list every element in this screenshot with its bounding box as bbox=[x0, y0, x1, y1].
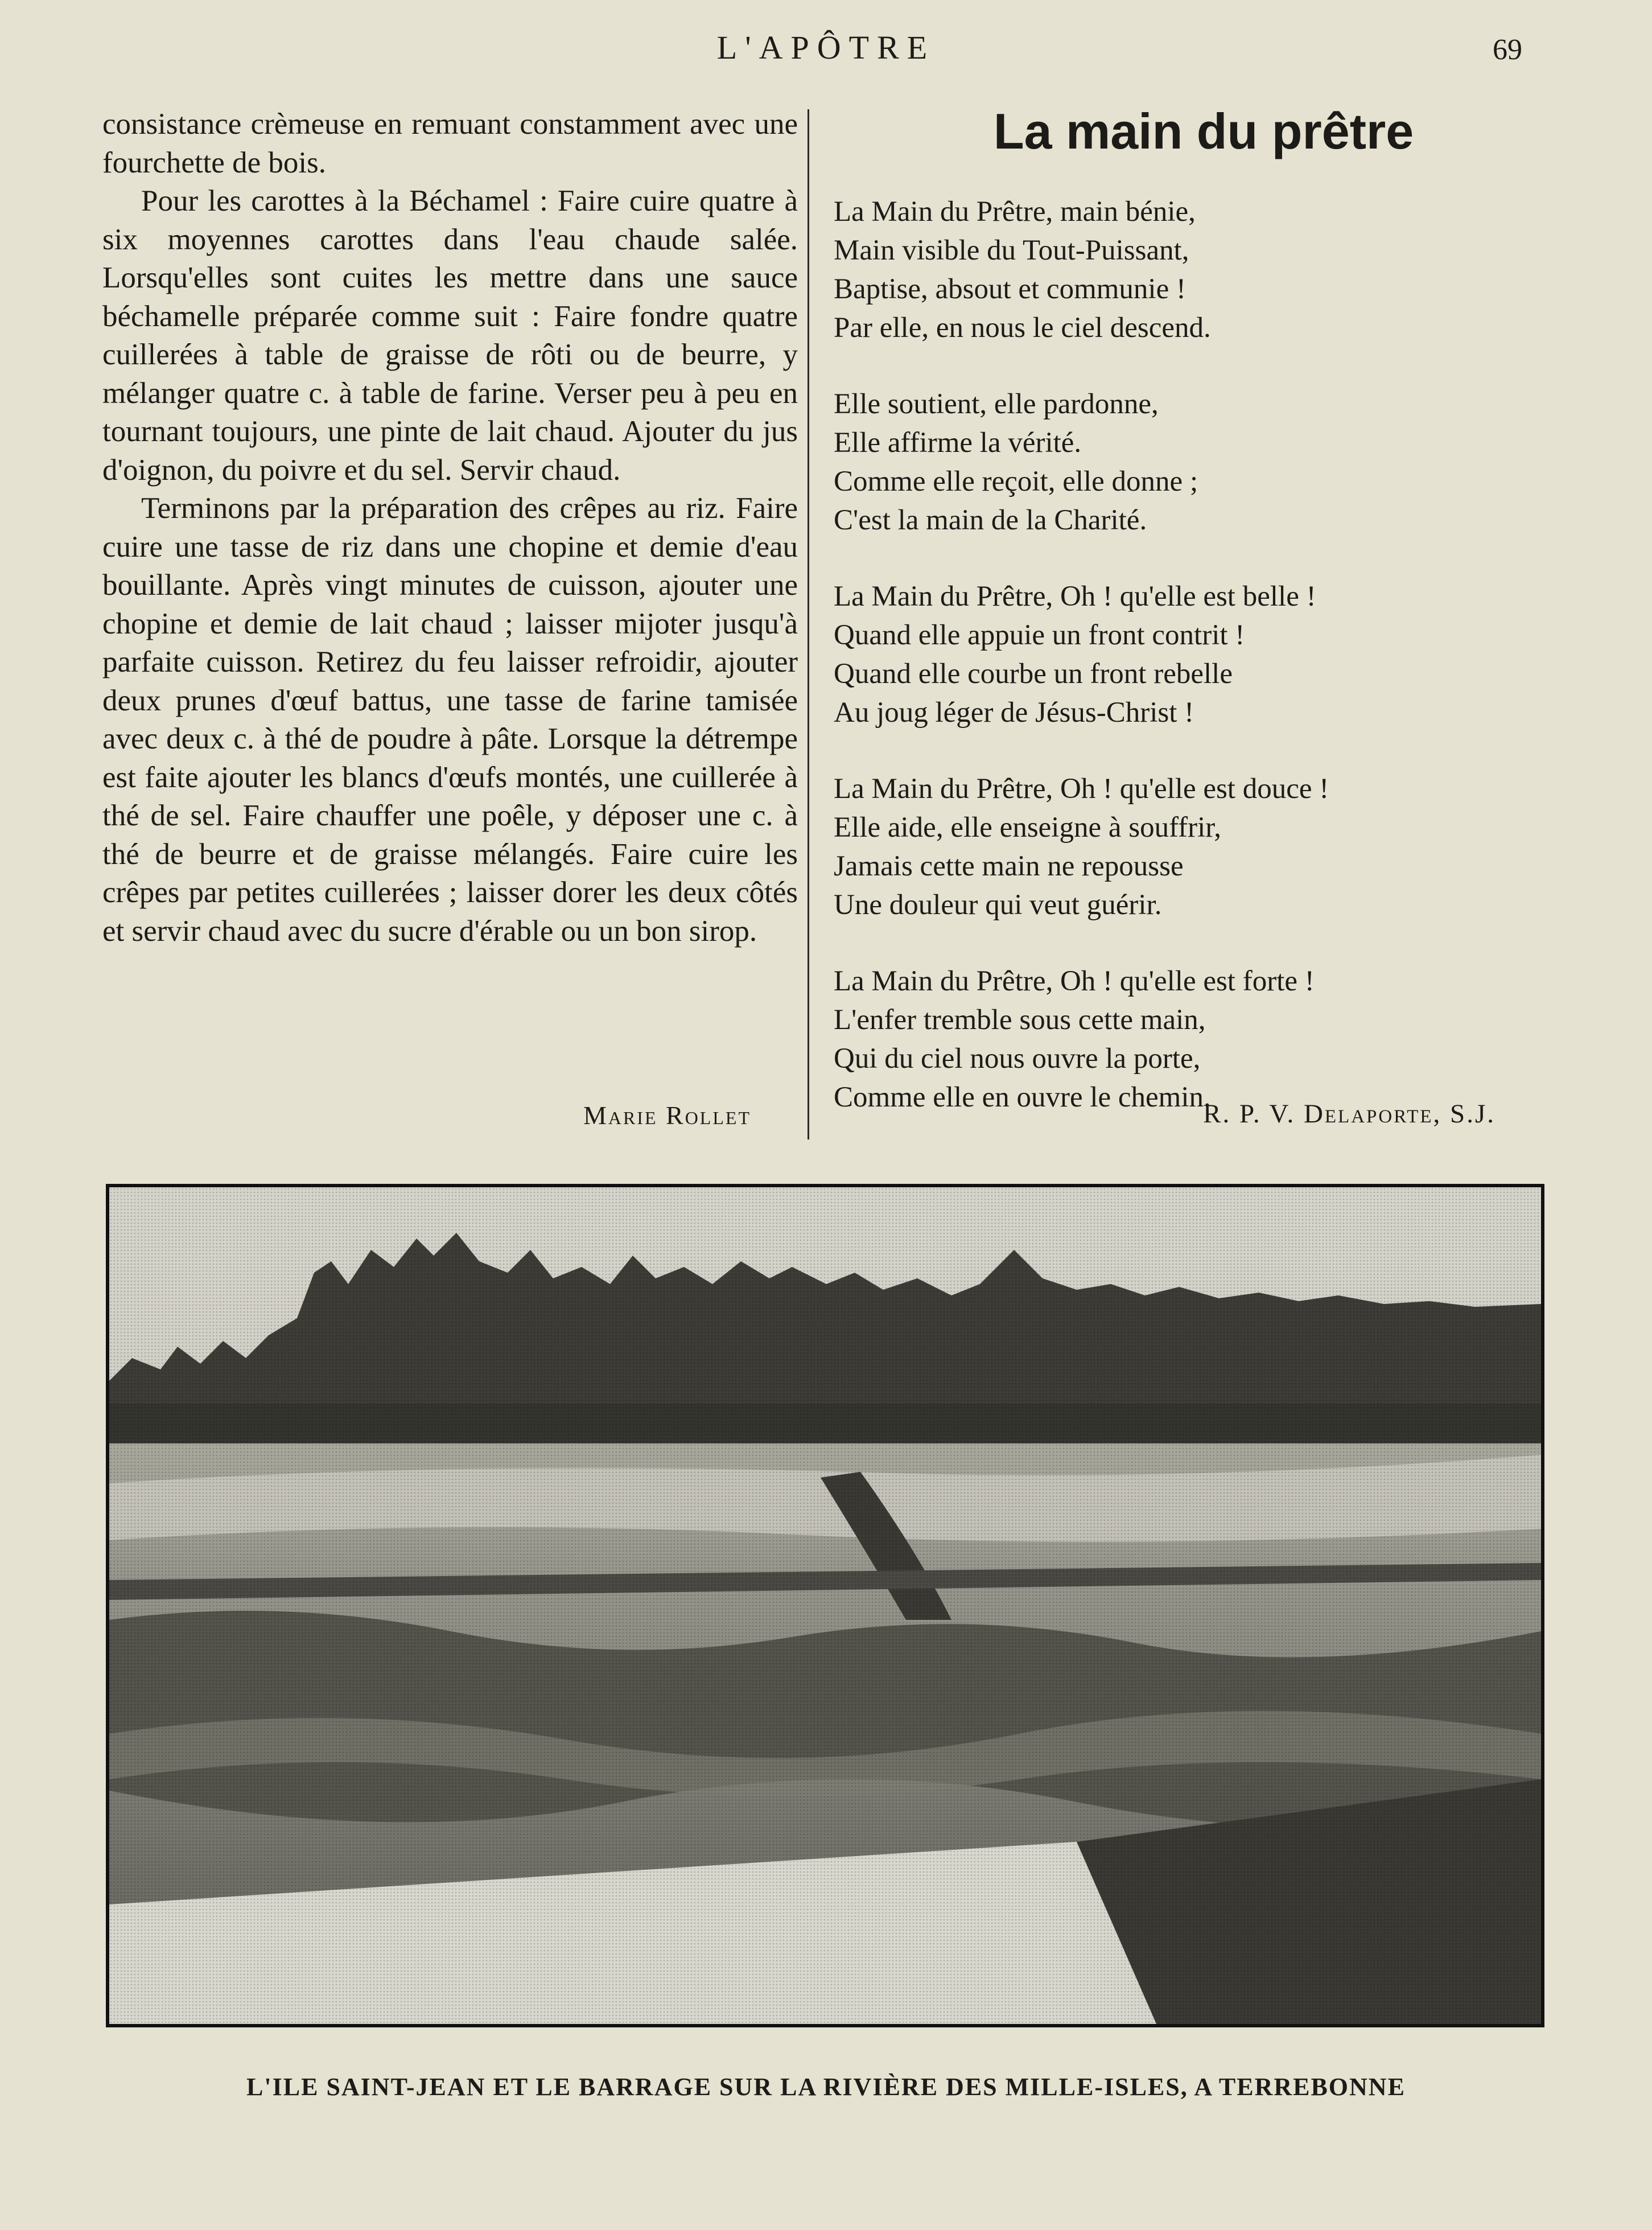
poem-line: L'enfer tremble sous cette main, bbox=[834, 1004, 1206, 1036]
poem-title: La main du prêtre bbox=[993, 103, 1414, 159]
poem-line: Une douleur qui veut guérir. bbox=[834, 889, 1162, 921]
running-head: L'APÔTRE bbox=[716, 29, 936, 66]
recipe-paragraph: Pour les carottes à la Béchamel : Faire cuire quatre à six moyennes carottes dans l'eau chaude salée. Lorsqu'elles sont cuites les mettre dans une sauce béchamelle préparée comme suit : Faire fondre quatre cuillerées à table de graisse de rôti ou de beurre, y mélanger quatre c. à table de farine. Verser peu à peu en tournant toujours, une pinte de lait chaud. Ajouter du jus d'oignon, du poivre et du sel. Servir chaud. bbox=[102, 184, 798, 487]
poem-stanza bbox=[834, 962, 1539, 1117]
poem-line: Qui du ciel nous ouvre la porte, bbox=[834, 1043, 1201, 1075]
recipe-column bbox=[102, 105, 798, 951]
poem-line: Jamais cette main ne repousse bbox=[834, 850, 1184, 882]
river-dam-photo bbox=[106, 1184, 1544, 2027]
photo-caption: L'ILE SAINT-JEAN ET LE BARRAGE SUR LA RIVIÈRE DES MILLE-ISLES, A TERREBONNE bbox=[246, 2073, 1406, 2101]
page-number: 69 bbox=[1493, 34, 1522, 66]
poem-line: Par elle, en nous le ciel descend. bbox=[834, 312, 1211, 344]
column-divider bbox=[808, 109, 809, 1139]
author-signature-left: Marie Rollet bbox=[583, 1101, 751, 1130]
author-signature-right: R. P. V. Delaporte, S.J. bbox=[1203, 1099, 1496, 1129]
poem-line: Comme elle en ouvre le chemin. bbox=[834, 1081, 1211, 1113]
poem-stanza bbox=[834, 577, 1539, 732]
poem-line: Elle aide, elle enseigne à souffrir, bbox=[834, 812, 1221, 844]
recipe-paragraph: consistance crèmeuse en remuant constamment avec une fourchette de bois. bbox=[102, 108, 798, 179]
poem-line: Main visible du Tout-Puissant, bbox=[834, 234, 1189, 266]
poem-line: Quand elle appuie un front contrit ! bbox=[834, 619, 1245, 651]
poem-line: Elle affirme la vérité. bbox=[834, 427, 1082, 459]
poem-line: La Main du Prêtre, Oh ! qu'elle est belle ! bbox=[834, 581, 1316, 612]
poem-line: La Main du Prêtre, Oh ! qu'elle est forte ! bbox=[834, 965, 1315, 997]
poem-line: Comme elle reçoit, elle donne ; bbox=[834, 466, 1198, 497]
photo-illustration bbox=[109, 1187, 1541, 2024]
poem-column bbox=[834, 102, 1539, 1154]
recipe-paragraph: Terminons par la préparation des crêpes au riz. Faire cuire une tasse de riz dans une chopine et demie d'eau bouillante. Après vingt minutes de cuisson, ajouter une chopine et demie de lait chaud ; laisser mijoter jusqu'à parfaite cuisson. Retirez du feu laisser refroidir, ajouter deux prunes d'œuf battus, une tasse de farine tamisée avec deux c. à thé de poudre à pâte. Lorsque la détrempe est faite ajouter les blancs d'œufs montés, une cuillerée à thé de sel. Faire chauffer une poêle, y déposer une c. à thé de beurre et de graisse mélangés. Faire cuire les crêpes par petites cuillerées ; laisser dorer les deux côtés et servir chaud avec du sucre d'érable ou un bon sirop. bbox=[102, 492, 798, 948]
poem-line: La Main du Prêtre, Oh ! qu'elle est douce ! bbox=[834, 773, 1329, 805]
poem-line: Elle soutient, elle pardonne, bbox=[834, 388, 1159, 420]
poem-line: Quand elle courbe un front rebelle bbox=[834, 658, 1233, 690]
poem-stanza bbox=[834, 192, 1539, 347]
poem-stanza bbox=[834, 770, 1539, 924]
poem-line: Baptise, absout et communie ! bbox=[834, 273, 1186, 305]
poem-line: La Main du Prêtre, main bénie, bbox=[834, 196, 1196, 228]
poem-stanza bbox=[834, 385, 1539, 540]
poem-line: Au joug léger de Jésus-Christ ! bbox=[834, 697, 1194, 729]
poem-line: C'est la main de la Charité. bbox=[834, 504, 1147, 536]
